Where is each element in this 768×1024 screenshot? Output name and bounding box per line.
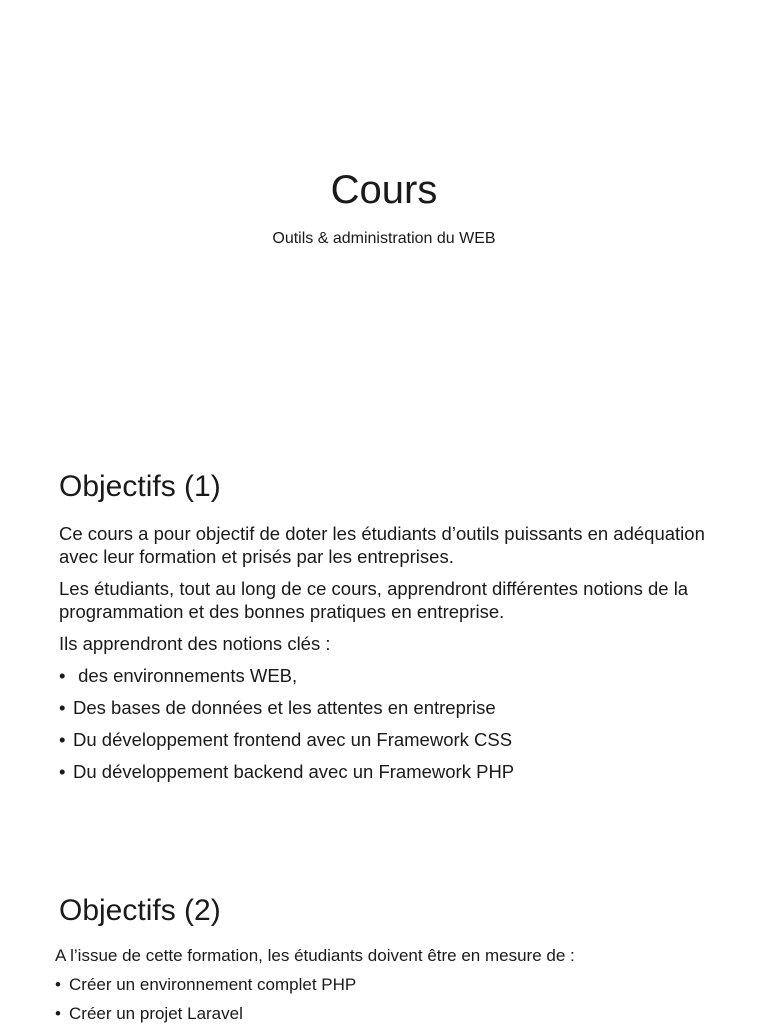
list-item-text: Du développement frontend avec un Framework CSS [73,729,513,750]
bullet-icon: • [55,1004,61,1023]
title-slide [0,0,768,432]
slide-heading: Objectifs (1) [59,470,221,503]
bullet-icon: • [59,665,66,686]
paragraph: Ce cours a pour objectif de doter les étudiants d’outils puissants en adéquation avec leur formation et prisés par les entreprises. [59,523,705,567]
list-item [59,728,749,751]
bullet-list [55,974,755,1024]
paragraph: Les étudiants, tout au long de ce cours, apprendront différentes notions de la programmation et des bonnes pratiques en entreprise. [59,578,689,622]
list-item-text: Créer un environnement complet PHP [69,975,357,994]
course-title: Cours [330,168,438,212]
list-item [59,664,749,687]
bullet-list [59,664,749,783]
paragraph: Ils apprendront des notions clés : [59,633,331,654]
list-item-text: Du développement backend avec un Framework PHP [73,761,515,782]
course-subtitle: Outils & administration du WEB [272,230,496,247]
list-item [55,1003,755,1024]
slide-body [59,522,749,792]
bullet-icon: • [55,975,61,994]
list-item-text: Des bases de données et les attentes en entreprise [73,697,496,718]
list-item [59,760,749,783]
list-item-text: Créer un projet Laravel [69,1004,243,1023]
paragraph: A l’issue de cette formation, les étudiants doivent être en mesure de : [55,946,575,965]
slide-heading: Objectifs (2) [59,894,221,927]
list-item [59,696,749,719]
list-item-text: des environnements WEB, [73,665,298,686]
objectives-slide-1 [0,432,768,862]
bullet-icon: • [59,697,66,718]
slide-body [55,945,755,1024]
bullet-icon: • [59,729,66,750]
objectives-slide-2 [0,862,768,1024]
bullet-icon: • [59,761,66,782]
list-item [55,974,755,995]
